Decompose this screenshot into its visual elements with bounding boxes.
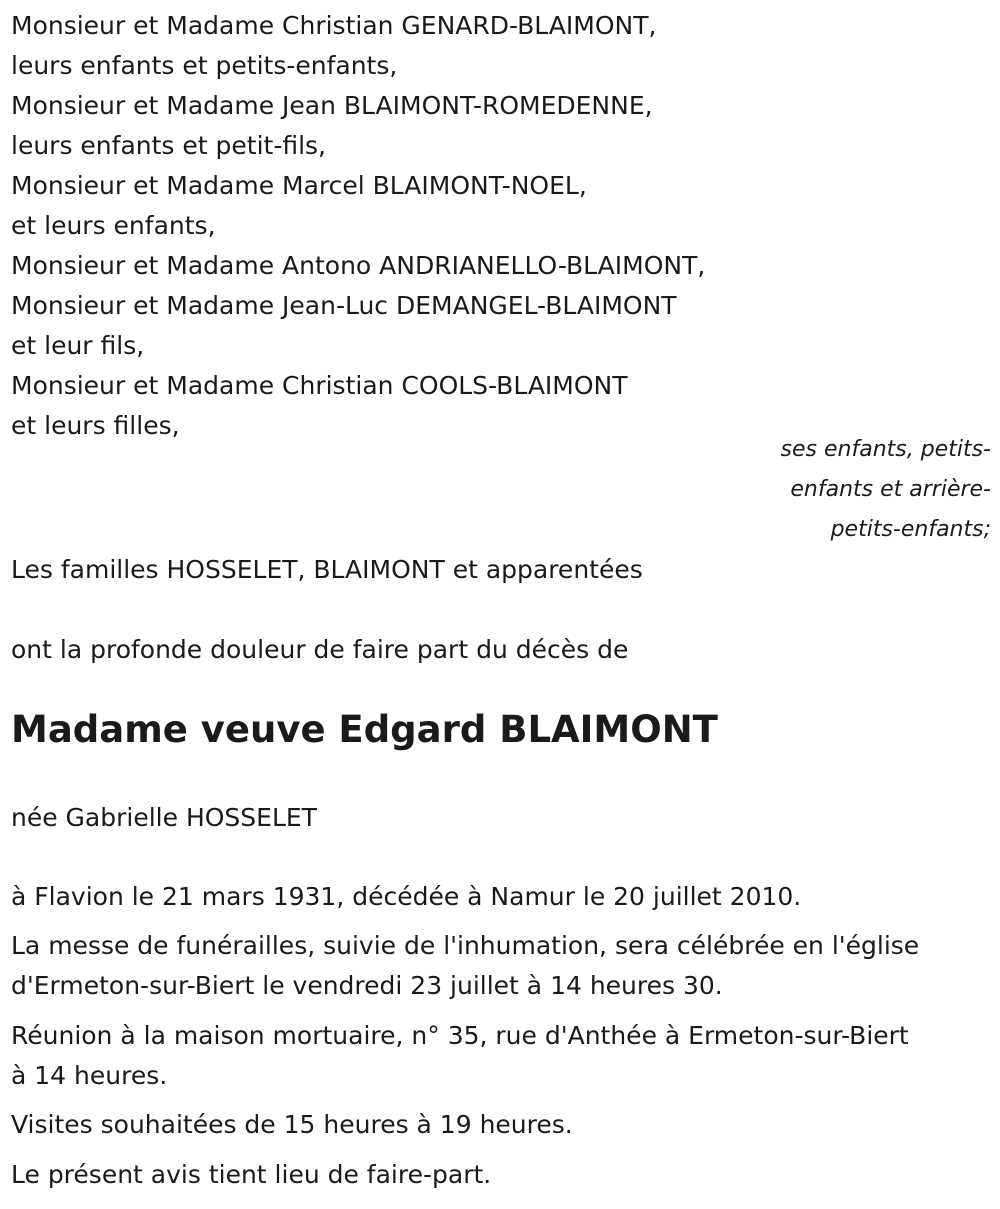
- meeting-line: Réunion à la maison mortuaire, n° 35, rue d'Anthée à Ermeton-sur-Biert: [11, 1021, 909, 1050]
- birth-death-line: à Flavion le 21 mars 1931, décédée à Namur le 20 juillet 2010.: [11, 882, 802, 911]
- relation-line: ses enfants, petits-: [780, 437, 991, 462]
- funeral-line: d'Ermeton-sur-Biert le vendredi 23 juillet à 14 heures 30.: [11, 971, 723, 1000]
- maiden-name: née Gabrielle HOSSELET: [11, 803, 317, 832]
- relation-line: enfants et arrière-: [790, 477, 991, 502]
- family-line: Monsieur et Madame Jean BLAIMONT-ROMEDENNE,: [11, 91, 653, 120]
- family-line: Monsieur et Madame Antono ANDRIANELLO-BLAIMONT,: [11, 251, 706, 280]
- family-line: Monsieur et Madame Marcel BLAIMONT-NOEL,: [11, 171, 587, 200]
- funeral-line: La messe de funérailles, suivie de l'inhumation, sera célébrée en l'église: [11, 931, 920, 960]
- relation-line: petits-enfants;: [830, 517, 991, 542]
- family-line: leurs enfants et petit-fils,: [11, 131, 327, 160]
- visits-line: Visites souhaitées de 15 heures à 19 heures.: [11, 1110, 573, 1139]
- family-line: leurs enfants et petits-enfants,: [11, 51, 398, 80]
- family-line: et leurs enfants,: [11, 211, 216, 240]
- family-line: et leur fils,: [11, 331, 145, 360]
- family-line: et leurs filles,: [11, 411, 180, 440]
- meeting-line: à 14 heures.: [11, 1061, 168, 1090]
- deceased-name: Madame veuve Edgard BLAIMONT: [11, 708, 718, 751]
- notice-line: Le présent avis tient lieu de faire-part.: [11, 1160, 492, 1189]
- other-families: Les familles HOSSELET, BLAIMONT et apparentées: [11, 555, 643, 584]
- family-line: Monsieur et Madame Christian GENARD-BLAIMONT,: [11, 11, 657, 40]
- family-line: Monsieur et Madame Jean-Luc DEMANGEL-BLAIMONT: [11, 291, 677, 320]
- family-line: Monsieur et Madame Christian COOLS-BLAIMONT: [11, 371, 628, 400]
- announcement: ont la profonde douleur de faire part du décès de: [11, 635, 629, 664]
